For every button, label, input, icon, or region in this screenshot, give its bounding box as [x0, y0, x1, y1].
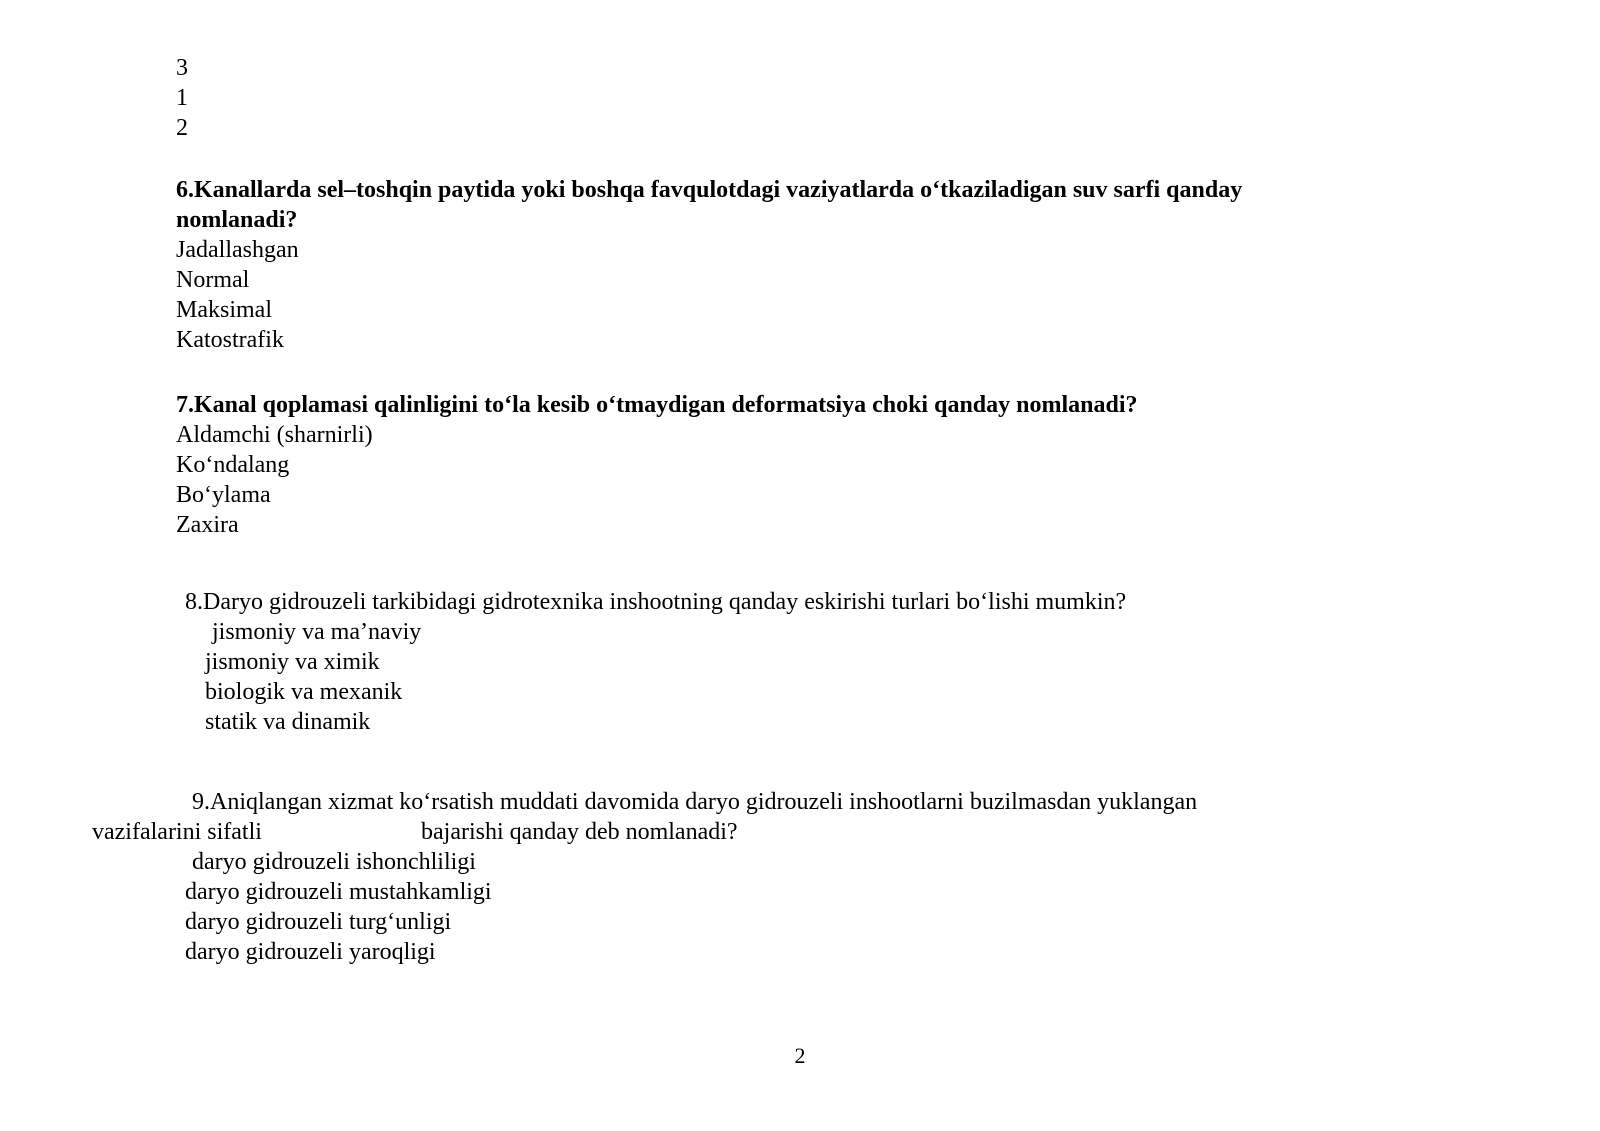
page-number: 2 — [794, 1043, 806, 1068]
list-item: 3 — [176, 55, 188, 81]
question-9-option: daryo gidrouzeli turg‘unligi — [185, 909, 452, 935]
question-8-option: biologik va mexanik — [205, 679, 403, 705]
question-6-title-cont: nomlanadi? — [176, 207, 298, 233]
question-6-option: Jadallashgan — [176, 237, 299, 263]
question-9-option: daryo gidrouzeli mustahkamligi — [185, 879, 492, 905]
question-8-title: 8.Daryo gidrouzeli tarkibidagi gidrotexnika inshootning qanday eskirishi turlari bo‘lishi mumkin? — [185, 589, 1127, 615]
question-7-option: Aldamchi (sharnirli) — [176, 422, 373, 448]
question-7-option: Zaxira — [176, 512, 239, 538]
question-6-title: 6.Kanallarda sel–toshqin paytida yoki boshqa favqulotdagi vaziyatlarda o‘tkaziladigan suv sarfi qanday — [176, 177, 1243, 203]
list-item: 1 — [176, 85, 188, 111]
question-8-option: statik va dinamik — [205, 709, 371, 735]
question-7-option: Bo‘ylama — [176, 482, 271, 508]
question-9-title: 9.Aniqlangan xizmat ko‘rsatish muddati davomida daryo gidrouzeli inshootlarni buzilmasdan yuklangan — [192, 789, 1198, 815]
question-8-option: jismoniy va ma’naviy — [212, 619, 422, 645]
question-9-option: daryo gidrouzeli yaroqligi — [185, 939, 436, 965]
question-8-option: jismoniy va ximik — [205, 649, 380, 675]
list-item: 2 — [176, 115, 188, 141]
question-9-option: daryo gidrouzeli ishonchliligi — [192, 849, 476, 875]
question-7-title: 7.Kanal qoplamasi qalinligini to‘la kesib o‘tmaydigan deformatsiya choki qanday nomlanadi? — [176, 392, 1138, 418]
question-9-title-cont: vazifalarini sifatli — [92, 819, 262, 845]
question-6-option: Normal — [176, 267, 250, 293]
question-7-option: Ko‘ndalang — [176, 452, 290, 478]
question-6-option: Maksimal — [176, 297, 272, 323]
question-6-option: Katostrafik — [176, 327, 284, 353]
question-9-title-cont: bajarishi qanday deb nomlanadi? — [421, 819, 738, 845]
